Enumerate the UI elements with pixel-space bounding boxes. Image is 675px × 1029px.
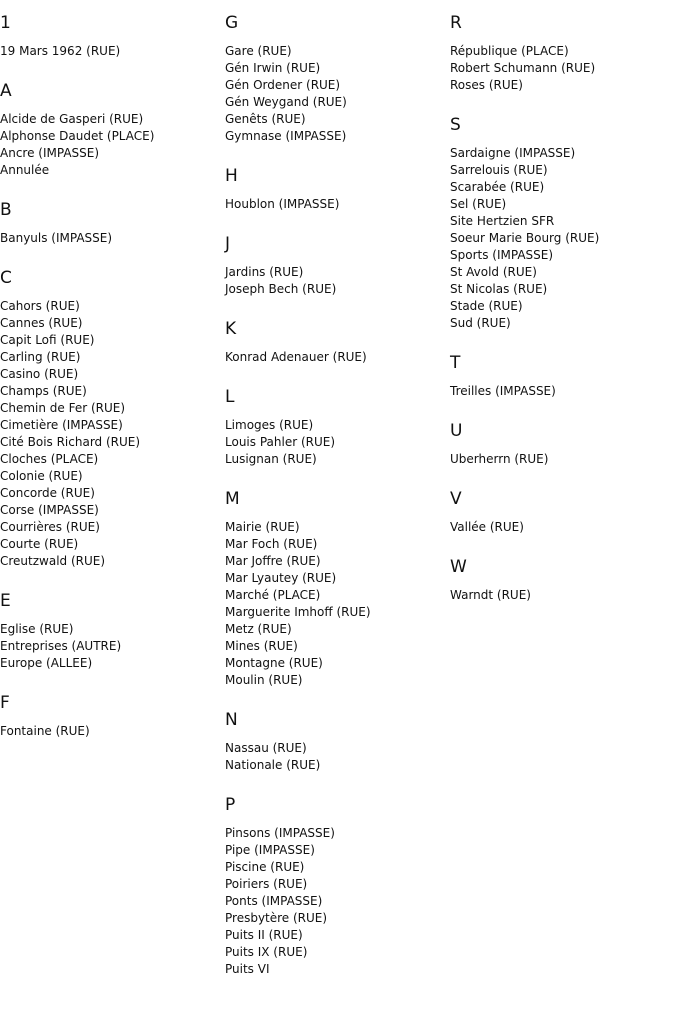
street-list-item[interactable]: Scarabée (RUE) bbox=[450, 180, 545, 194]
street-list-item[interactable]: Entreprises (AUTRE) bbox=[0, 639, 122, 653]
street-list-item[interactable]: Metz (RUE) bbox=[225, 622, 292, 636]
street-list bbox=[0, 298, 225, 570]
street-list-item[interactable]: Nationale (RUE) bbox=[225, 758, 321, 772]
section-letter-heading: L bbox=[225, 387, 235, 407]
street-list-item[interactable]: Robert Schumann (RUE) bbox=[450, 61, 596, 75]
section-letter-heading: W bbox=[450, 557, 467, 577]
street-list-item[interactable]: Puits IX (RUE) bbox=[225, 945, 308, 959]
street-list-item[interactable]: Cannes (RUE) bbox=[0, 316, 83, 330]
street-list-item[interactable]: Poiriers (RUE) bbox=[225, 877, 308, 891]
street-list-item[interactable]: Sports (IMPASSE) bbox=[450, 248, 554, 262]
street-list-item[interactable]: Genêts (RUE) bbox=[225, 112, 306, 126]
street-list bbox=[225, 196, 450, 213]
letter-section bbox=[0, 268, 225, 570]
street-list-item[interactable]: St Nicolas (RUE) bbox=[450, 282, 548, 296]
street-list-item[interactable]: Ponts (IMPASSE) bbox=[225, 894, 323, 908]
street-list bbox=[225, 417, 450, 468]
letter-section bbox=[0, 693, 225, 740]
street-list-item[interactable]: Sarrelouis (RUE) bbox=[450, 163, 548, 177]
street-list bbox=[450, 587, 675, 604]
street-list-item[interactable]: Sel (RUE) bbox=[450, 197, 507, 211]
street-list-item[interactable]: Gén Ordener (RUE) bbox=[225, 78, 341, 92]
letter-section bbox=[225, 489, 450, 689]
section-letter-heading: R bbox=[450, 13, 462, 33]
street-list-item[interactable]: Mar Foch (RUE) bbox=[225, 537, 318, 551]
street-list-item[interactable]: Sud (RUE) bbox=[450, 316, 511, 330]
street-list-item[interactable]: Mar Lyautey (RUE) bbox=[225, 571, 337, 585]
street-list-item[interactable]: Ancre (IMPASSE) bbox=[0, 146, 100, 160]
letter-section bbox=[225, 166, 450, 213]
section-letter-heading: N bbox=[225, 710, 238, 730]
street-list-item[interactable]: Pipe (IMPASSE) bbox=[225, 843, 315, 857]
street-list-item[interactable]: Site Hertzien SFR bbox=[450, 214, 555, 228]
street-list-item[interactable]: Mairie (RUE) bbox=[225, 520, 300, 534]
street-index-column-3 bbox=[450, 0, 675, 625]
section-letter-heading: V bbox=[450, 489, 462, 509]
street-list-item[interactable]: Marché (PLACE) bbox=[225, 588, 321, 602]
letter-section bbox=[450, 421, 675, 468]
section-letter-heading: A bbox=[0, 81, 12, 101]
street-list-item[interactable]: Vallée (RUE) bbox=[450, 520, 524, 534]
street-list-item[interactable]: Gare (RUE) bbox=[225, 44, 292, 58]
street-list-item[interactable]: Banyuls (IMPASSE) bbox=[0, 231, 113, 245]
letter-section bbox=[0, 591, 225, 672]
street-list-item[interactable]: Gén Irwin (RUE) bbox=[225, 61, 321, 75]
street-list-item[interactable]: Treilles (IMPASSE) bbox=[450, 384, 556, 398]
street-list-item[interactable]: Warndt (RUE) bbox=[450, 588, 531, 602]
letter-section bbox=[225, 319, 450, 366]
street-list-item[interactable]: Piscine (RUE) bbox=[225, 860, 305, 874]
section-letter-heading: B bbox=[0, 200, 12, 220]
street-list-item[interactable]: Joseph Bech (RUE) bbox=[225, 282, 337, 296]
street-list-item[interactable]: Concorde (RUE) bbox=[0, 486, 95, 500]
street-list-item[interactable]: Lusignan (RUE) bbox=[225, 452, 317, 466]
letter-section bbox=[0, 200, 225, 247]
street-list-item[interactable]: Pinsons (IMPASSE) bbox=[225, 826, 335, 840]
street-list-item[interactable]: Marguerite Imhoff (RUE) bbox=[225, 605, 371, 619]
street-list-item[interactable]: Puits VI bbox=[225, 962, 270, 976]
street-list bbox=[450, 383, 675, 400]
section-letter-heading: E bbox=[0, 591, 11, 611]
street-list-item[interactable]: St Avold (RUE) bbox=[450, 265, 537, 279]
section-letter-heading: T bbox=[450, 353, 461, 373]
section-letter-heading: P bbox=[225, 795, 236, 815]
street-list-item[interactable]: Creutzwald (RUE) bbox=[0, 554, 106, 568]
street-list bbox=[0, 111, 225, 179]
street-list-item[interactable]: Moulin (RUE) bbox=[225, 673, 303, 687]
street-list-item[interactable]: Fontaine (RUE) bbox=[0, 724, 90, 738]
street-list-item[interactable]: Capit Lofi (RUE) bbox=[0, 333, 95, 347]
street-list bbox=[450, 145, 675, 332]
street-list-item[interactable]: Sardaigne (IMPASSE) bbox=[450, 146, 576, 160]
letter-section bbox=[225, 795, 450, 978]
street-list-item[interactable]: Gén Weygand (RUE) bbox=[225, 95, 347, 109]
street-list-item[interactable]: Soeur Marie Bourg (RUE) bbox=[450, 231, 600, 245]
street-index-column-2 bbox=[225, 0, 450, 999]
letter-section bbox=[450, 489, 675, 536]
street-list bbox=[225, 43, 450, 145]
letter-section bbox=[450, 115, 675, 332]
street-list-item[interactable]: Corse (IMPASSE) bbox=[0, 503, 99, 517]
street-list-item[interactable]: Uberherrn (RUE) bbox=[450, 452, 549, 466]
street-list bbox=[225, 264, 450, 298]
letter-section bbox=[225, 387, 450, 468]
street-list-item[interactable]: Annulée bbox=[0, 163, 50, 177]
street-list-item[interactable]: Alcide de Gasperi (RUE) bbox=[0, 112, 144, 126]
street-list-item[interactable]: Cloches (PLACE) bbox=[0, 452, 99, 466]
street-list bbox=[0, 621, 225, 672]
street-list-item[interactable]: Champs (RUE) bbox=[0, 384, 87, 398]
street-list-item[interactable]: Limoges (RUE) bbox=[225, 418, 314, 432]
street-list bbox=[225, 349, 450, 366]
street-list bbox=[0, 723, 225, 740]
street-list-item[interactable]: Alphonse Daudet (PLACE) bbox=[0, 129, 155, 143]
letter-section bbox=[450, 353, 675, 400]
street-list bbox=[225, 519, 450, 689]
street-list-item[interactable]: Mines (RUE) bbox=[225, 639, 298, 653]
street-list-item[interactable]: Louis Pahler (RUE) bbox=[225, 435, 336, 449]
letter-section bbox=[450, 13, 675, 94]
street-list-item[interactable]: Gymnase (IMPASSE) bbox=[225, 129, 347, 143]
street-list-item[interactable]: Europe (ALLEE) bbox=[0, 656, 93, 670]
section-letter-heading: M bbox=[225, 489, 240, 509]
street-list bbox=[450, 451, 675, 468]
street-list bbox=[0, 230, 225, 247]
street-list-item[interactable]: Jardins (RUE) bbox=[225, 265, 304, 279]
street-list-item[interactable]: Cahors (RUE) bbox=[0, 299, 80, 313]
section-letter-heading: F bbox=[0, 693, 10, 713]
street-list-item[interactable]: Mar Joffre (RUE) bbox=[225, 554, 321, 568]
street-list-item[interactable]: Nassau (RUE) bbox=[225, 741, 307, 755]
street-list-item[interactable]: Stade (RUE) bbox=[450, 299, 523, 313]
street-list-item[interactable]: Puits II (RUE) bbox=[225, 928, 303, 942]
street-list-item[interactable]: République (PLACE) bbox=[450, 44, 569, 58]
letter-section bbox=[225, 13, 450, 145]
street-list-item[interactable]: Presbytère (RUE) bbox=[225, 911, 328, 925]
street-list-item[interactable]: Konrad Adenauer (RUE) bbox=[225, 350, 367, 364]
street-list-item[interactable]: Montagne (RUE) bbox=[225, 656, 323, 670]
street-list bbox=[225, 825, 450, 978]
street-list-item[interactable]: Courrières (RUE) bbox=[0, 520, 100, 534]
street-list bbox=[450, 519, 675, 536]
street-list-item[interactable]: Eglise (RUE) bbox=[0, 622, 74, 636]
letter-section bbox=[0, 81, 225, 179]
street-list bbox=[450, 43, 675, 94]
street-list-item[interactable]: Houblon (IMPASSE) bbox=[225, 197, 340, 211]
street-index-column-1 bbox=[0, 0, 225, 761]
section-letter-heading: S bbox=[450, 115, 461, 135]
letter-section bbox=[225, 234, 450, 298]
street-list-item[interactable]: Carling (RUE) bbox=[0, 350, 81, 364]
section-letter-heading: H bbox=[225, 166, 238, 186]
street-list-item[interactable]: Roses (RUE) bbox=[450, 78, 523, 92]
letter-section bbox=[450, 557, 675, 604]
section-letter-heading: C bbox=[0, 268, 12, 288]
street-list-item[interactable]: Courte (RUE) bbox=[0, 537, 79, 551]
street-list-item[interactable]: Casino (RUE) bbox=[0, 367, 79, 381]
street-list-item[interactable]: 19 Mars 1962 (RUE) bbox=[0, 44, 121, 58]
letter-section bbox=[225, 710, 450, 774]
section-letter-heading: U bbox=[450, 421, 463, 441]
street-list-item[interactable]: Cimetière (IMPASSE) bbox=[0, 418, 123, 432]
street-list bbox=[0, 43, 225, 60]
street-list-item[interactable]: Chemin de Fer (RUE) bbox=[0, 401, 126, 415]
section-letter-heading: K bbox=[225, 319, 237, 339]
street-list-item[interactable]: Colonie (RUE) bbox=[0, 469, 83, 483]
street-list-item[interactable]: Cité Bois Richard (RUE) bbox=[0, 435, 141, 449]
section-letter-heading: G bbox=[225, 13, 239, 33]
street-list bbox=[225, 740, 450, 774]
section-letter-heading: J bbox=[225, 234, 231, 254]
letter-section bbox=[0, 13, 225, 60]
section-letter-heading: 1 bbox=[0, 13, 11, 33]
